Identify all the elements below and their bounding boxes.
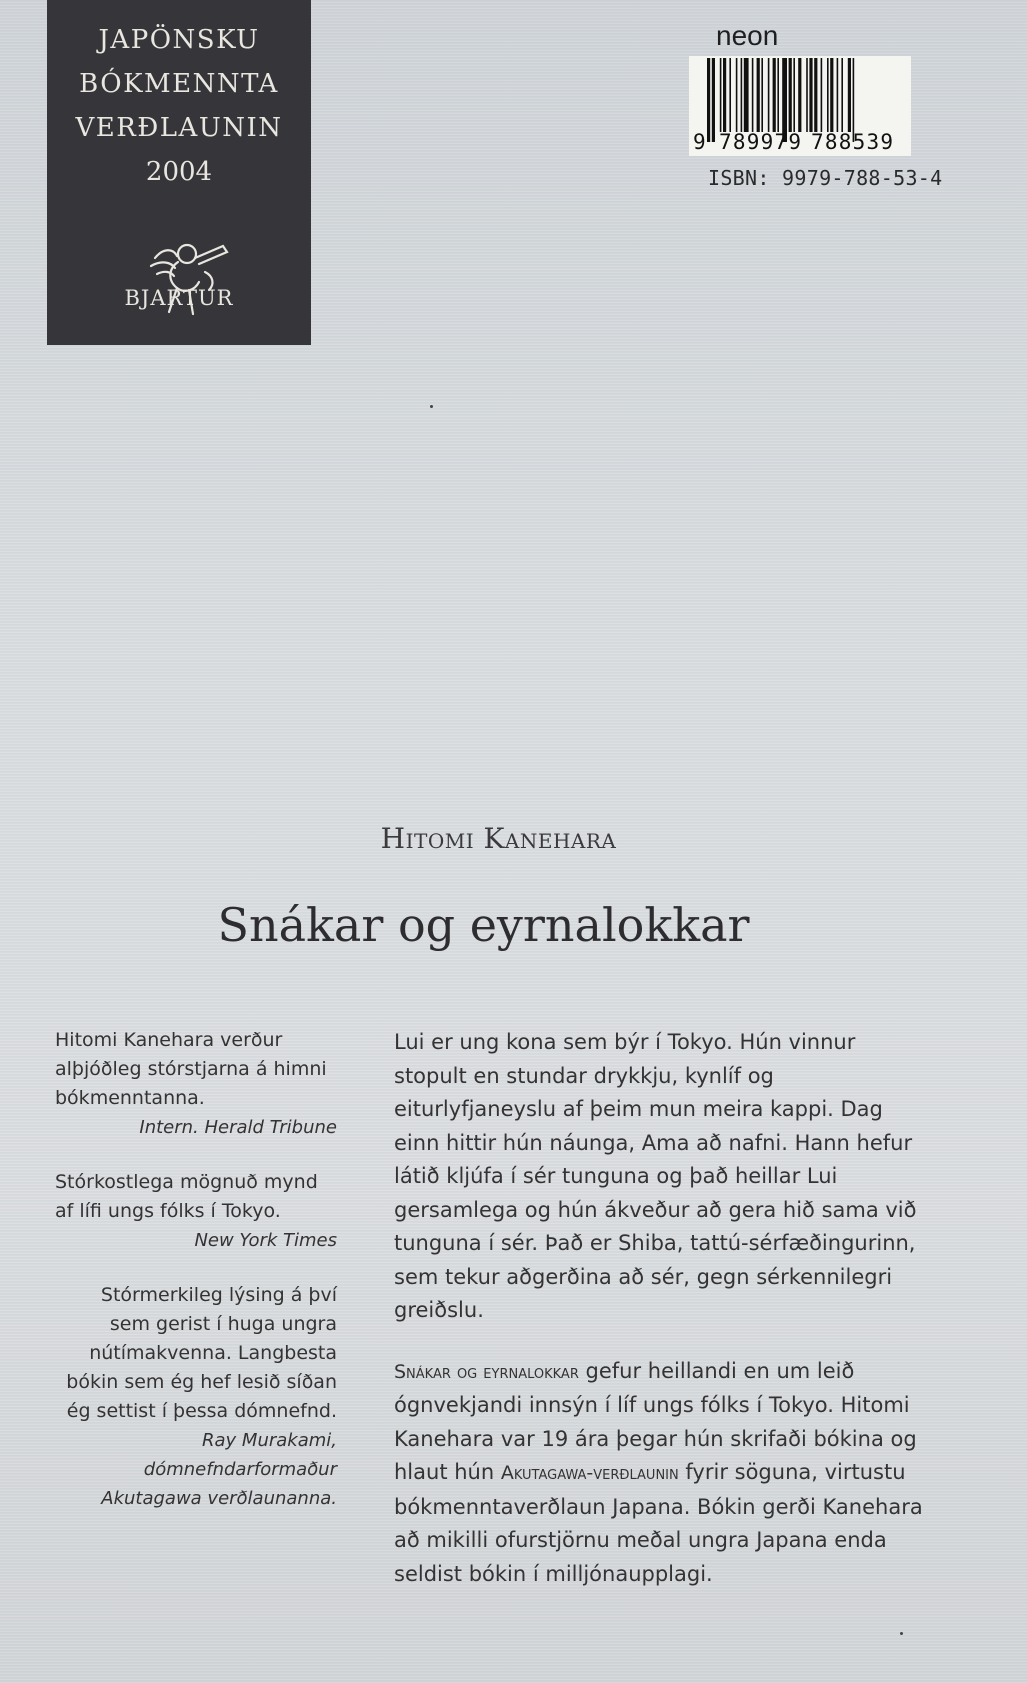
author-name-text: Hitomi Kanehara: [380, 822, 617, 855]
barcode-bar: [768, 58, 770, 132]
speck: [900, 1632, 903, 1635]
isbn: ISBN: 9979-788-53-4: [708, 166, 943, 190]
inline-award-name: Akutagawa-verðlaunin: [500, 1462, 679, 1484]
barcode-bar: [789, 58, 792, 132]
barcode-bar: [827, 58, 829, 132]
award-line-3: VERÐLAUNIN: [75, 113, 283, 143]
barcode: [689, 56, 911, 156]
book-description: [394, 1026, 934, 1618]
barcode-bar: [793, 58, 795, 132]
quote-text: Hitomi Kanehara verður alþjóðleg stórstjarna á himni bókmenntanna.: [55, 1029, 327, 1109]
publisher-name: BJARTUR: [124, 286, 234, 310]
barcode-bar: [757, 58, 760, 132]
barcode-bar: [720, 58, 722, 132]
quote-text: Stórkostlega mögnuð mynd af lífi ungs fólks í Tokyo.: [55, 1171, 318, 1222]
barcode-bar: [752, 58, 754, 132]
review-quote: [55, 1281, 337, 1513]
quote-text: Stórmerkileg lýsing á því sem gerist í huga ungra nútímakvenna. Langbesta bókin sem ég hef lesið síðan ég settist í þessa dómnefnd.: [66, 1284, 337, 1422]
description-paragraph-2: [394, 1355, 934, 1592]
barcode-bar: [798, 58, 801, 132]
award-year: 2004: [145, 157, 213, 187]
speck: [430, 405, 433, 408]
barcode-bar: [729, 58, 731, 132]
inline-book-title: Snákar og eyrnalokkar: [394, 1360, 579, 1383]
barcode-bar: [761, 58, 763, 132]
barcode-digits-left: 789979: [719, 130, 801, 154]
barcode-bar: [814, 58, 817, 132]
book-title: [0, 898, 1027, 952]
barcode-bar: [712, 58, 715, 142]
barcode-bar: [723, 58, 726, 132]
book-title-text: Snákar og eyrnalokkar: [217, 898, 750, 952]
quote-source: Ray Murakami, dómnefndarformaður Akutagawa verðlaunanna.: [101, 1430, 337, 1509]
award-line-1: JAPÖNSKU: [98, 25, 260, 55]
award-line-2: BÓKMENNTA: [79, 69, 279, 99]
quote-source: New York Times: [194, 1230, 337, 1251]
barcode-bar: [741, 58, 743, 132]
barcode-bar: [736, 58, 738, 132]
author-name: [0, 822, 1027, 855]
description-text: gefur heillandi en um leið ógnvekjandi innsýn í líf ungs fólks í Tokyo. Hitomi Kanehara var 19 ára þegar hún skrifaði bókina og hlaut hún: [394, 1358, 917, 1484]
barcode-bar: [821, 58, 823, 132]
description-text: fyrir söguna, virtustu bókmenntaverðlaun Japana. Bókin gerði Kanehara að mikilli ofurstjörnu meðal ungra Japana enda seldist bókin í milljónaupplagi.: [394, 1460, 923, 1586]
quote-source: Intern. Herald Tribune: [139, 1117, 337, 1138]
review-quote: [55, 1168, 337, 1255]
barcode-bar: [830, 58, 833, 132]
barcode-bar: [773, 58, 776, 132]
award-box: [47, 0, 311, 345]
barcode-bar: [848, 58, 851, 132]
barcode-bar: [841, 58, 843, 132]
barcode-bar: [777, 58, 779, 132]
barcode-bars: [689, 56, 911, 156]
review-quote: [55, 1026, 337, 1142]
barcode-digit-first: 9: [693, 130, 706, 154]
review-quotes: [55, 1026, 337, 1539]
barcode-bar: [809, 58, 812, 132]
series-label: neon: [716, 20, 779, 51]
barcode-digits-right: 788539: [811, 130, 893, 154]
barcode-bar: [707, 58, 710, 142]
barcode-bar: [837, 58, 839, 132]
barcode-bar: [806, 58, 808, 132]
description-paragraph-1: Lui er ung kona sem býr í Tokyo. Hún vinnur stopult en stundar drykkju, kynlíf og eiturlyfjaneyslu af þeim mun meira kappi. Dag einn hittir hún náunga, Ama að nafni. Hann hefur látið kljúfa í sér tunguna og það heillar Lui gersamlega og hún ákveður að gera hið sama við tunguna í sér. Það er Shiba, tattú-sérfæðingurinn, sem tekur aðgerðina að sér, gegn sérkennilegri greiðslu.: [394, 1030, 917, 1322]
barcode-bar: [744, 58, 749, 132]
